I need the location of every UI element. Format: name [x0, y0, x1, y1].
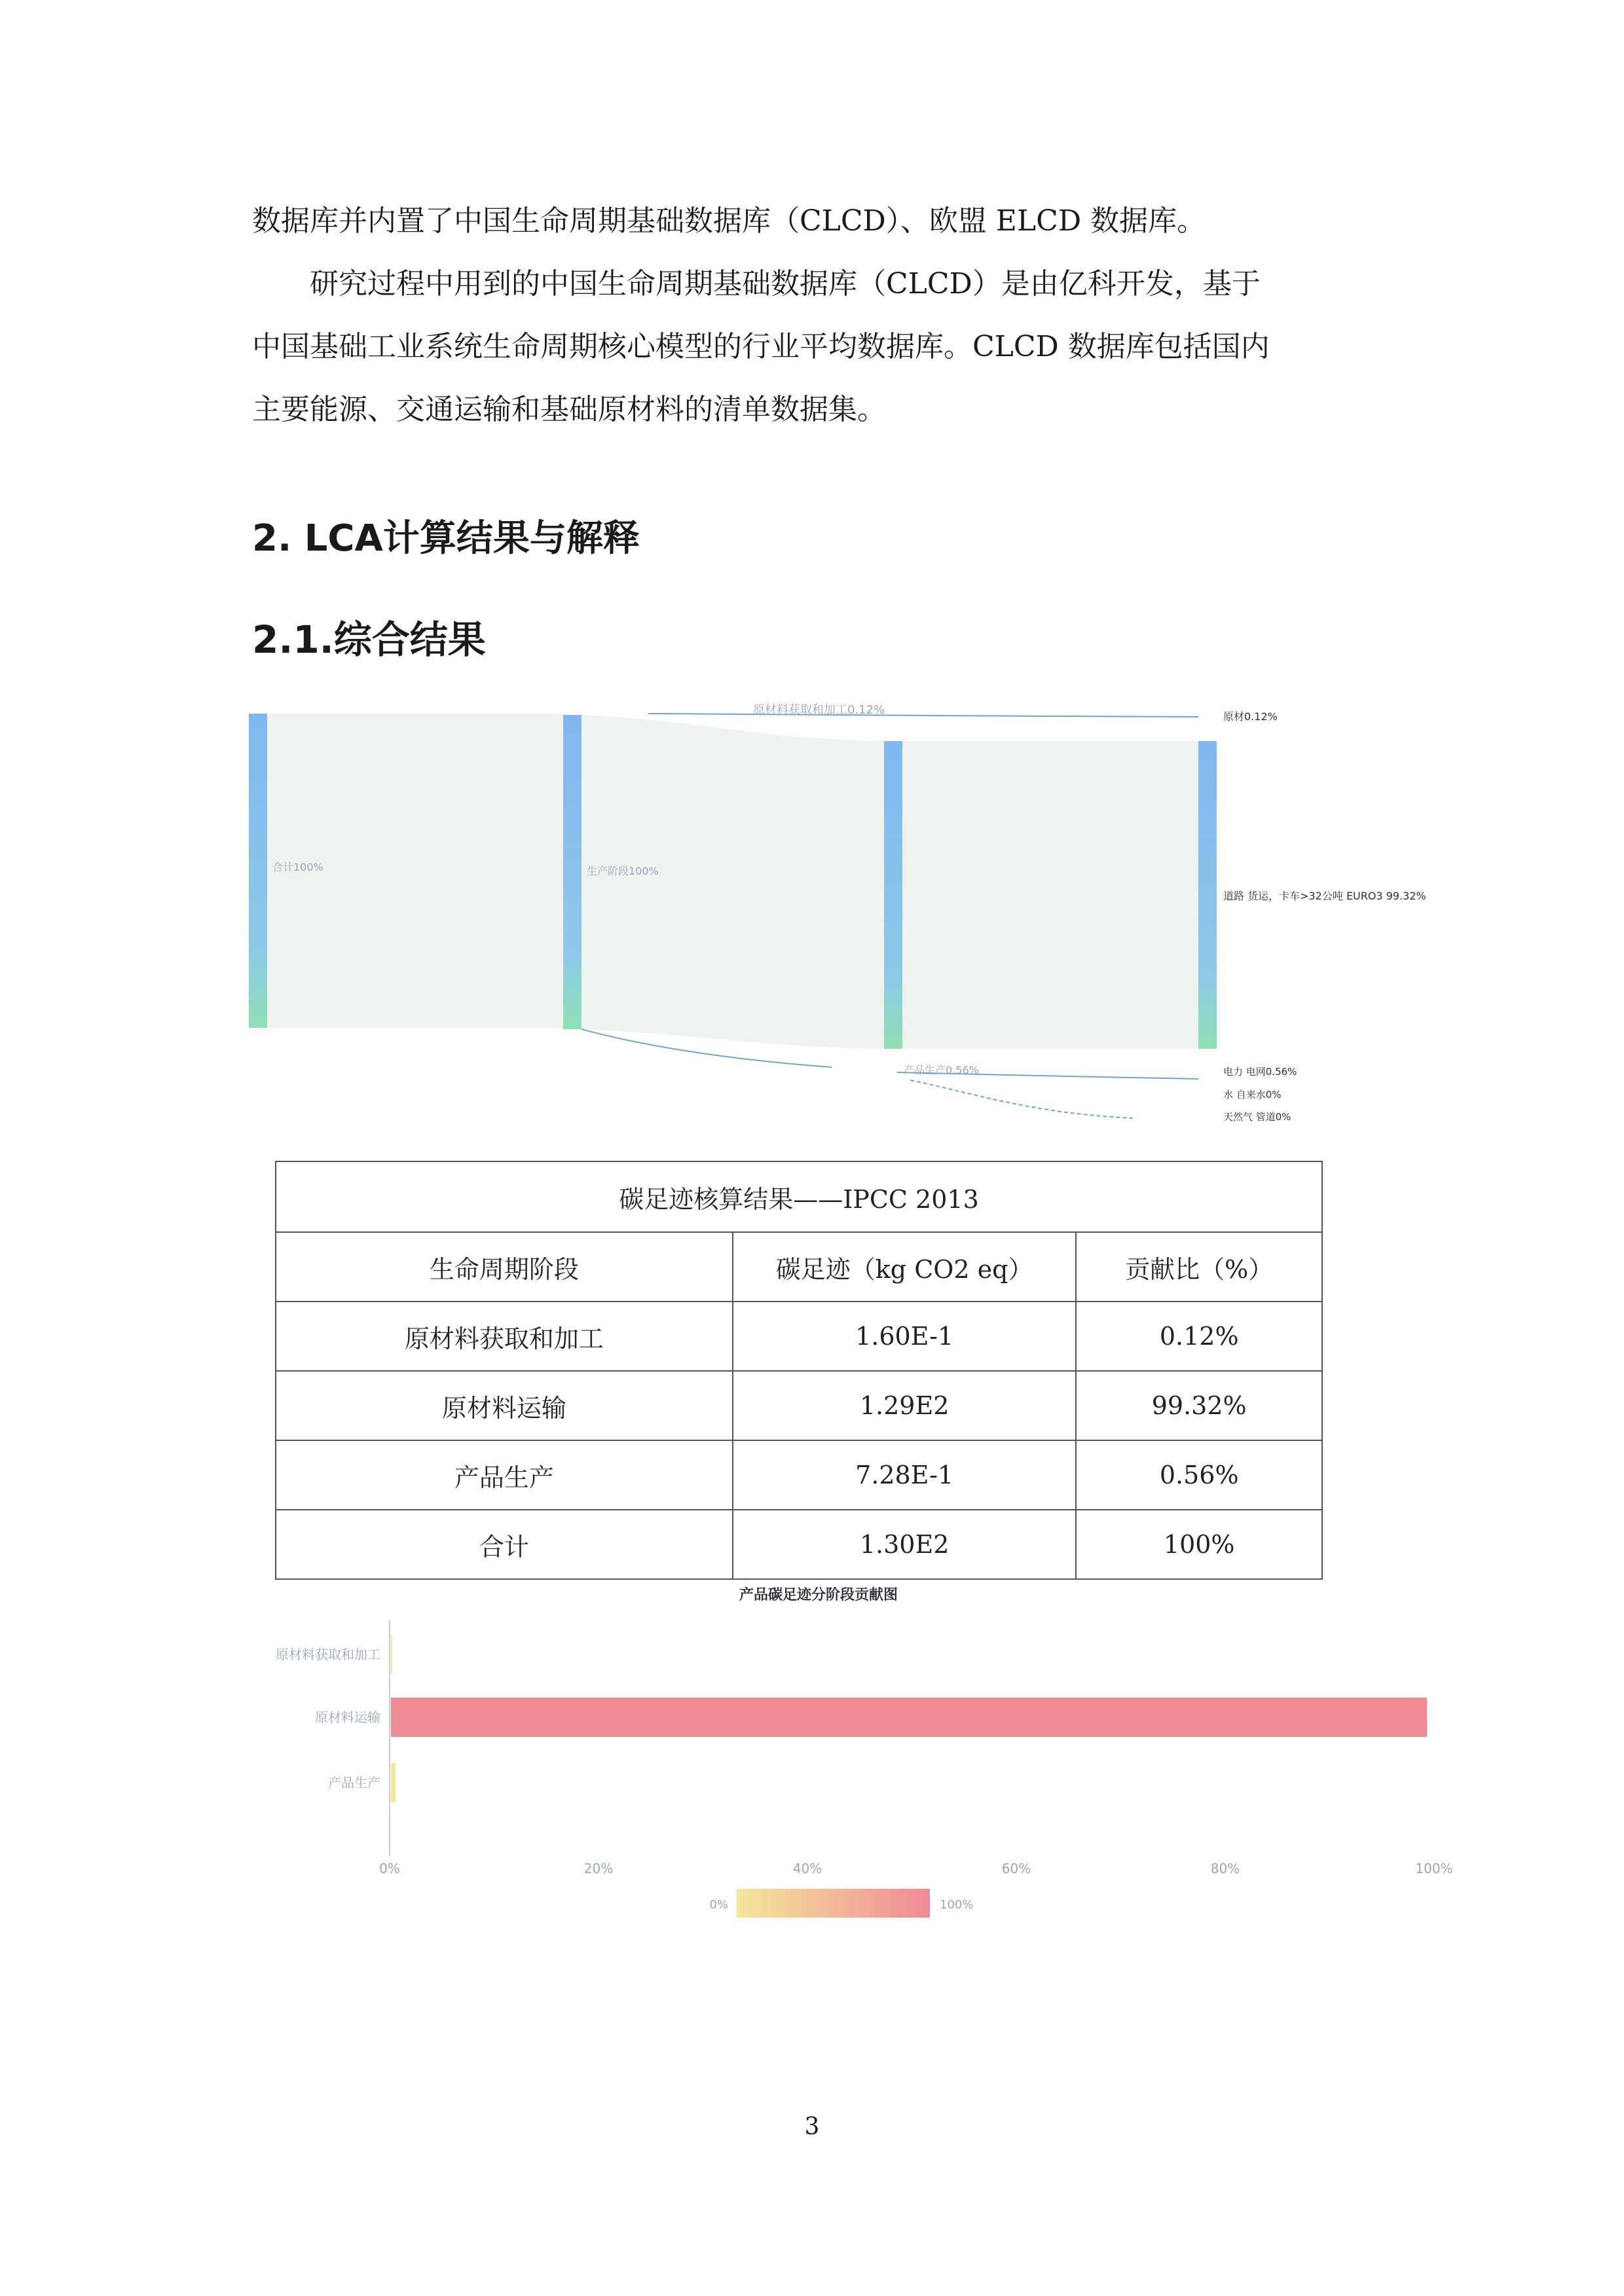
- table-cell: 产品生产: [276, 1440, 733, 1510]
- sankey-flow-raw-material-thin: [648, 714, 1198, 717]
- sankey-label-water: 水 自来水0%: [1223, 1089, 1282, 1101]
- chart-category-label: 原材料运输: [315, 1709, 380, 1725]
- text-line: 数据库并内置了中国生命周期基础数据库（CLCD）、欧盟 ELCD 数据库。: [252, 204, 1206, 238]
- table-cell: 1.29E2: [733, 1371, 1077, 1440]
- sankey-flow-transport-to-truck: [902, 741, 1198, 1049]
- table-row: [276, 1440, 1322, 1510]
- table-cell: 7.28E-1: [733, 1440, 1077, 1510]
- table-cell: 1.30E2: [733, 1510, 1077, 1579]
- table-cell: 0.56%: [1076, 1440, 1322, 1510]
- chart-x-tick-label: 0%: [379, 1861, 400, 1876]
- table-row-total: [276, 1510, 1322, 1579]
- stage-contribution-bar-chart: [229, 1575, 1473, 1948]
- sankey-flow-gas-thin: [910, 1080, 1133, 1118]
- sankey-label-raw-material-acquisition: 原材料获取和加工0.12%: [753, 703, 885, 717]
- table-header-row: [276, 1232, 1322, 1302]
- sankey-label-electricity: 电力 电网0.56%: [1223, 1066, 1297, 1078]
- sankey-label-truck: 道路 货运，卡车>32公吨 EURO3 99.32%: [1223, 890, 1426, 902]
- chart-category-label: 产品生产: [328, 1775, 380, 1791]
- table-cell: 1.60E-1: [733, 1302, 1077, 1371]
- colorscale-legend-bar: [737, 1889, 930, 1918]
- sankey-label-total: 合计100%: [272, 861, 323, 873]
- sankey-label-raw-material: 原材0.12%: [1223, 710, 1278, 723]
- chart-x-tick-label: 40%: [792, 1861, 822, 1876]
- table-cell: 100%: [1076, 1510, 1322, 1579]
- table-caption: 碳足迹核算结果——IPCC 2013: [276, 1161, 1322, 1232]
- sankey-node-truck: [1198, 741, 1217, 1049]
- sankey-node-total: [249, 714, 267, 1028]
- chart-x-tick-label: 100%: [1415, 1861, 1453, 1876]
- sankey-node-transport: [884, 741, 902, 1049]
- table-cell: 原材料运输: [276, 1371, 733, 1440]
- paragraph-clcd-description: [252, 253, 1378, 441]
- chart-bar: [391, 1763, 396, 1802]
- table-header-share: 贡献比（%）: [1076, 1232, 1322, 1302]
- text-line: 中国基础工业系统生命周期核心模型的行业平均数据库。CLCD 数据库包括国内: [252, 330, 1270, 363]
- chart-bar: [391, 1635, 392, 1674]
- sankey-node-production-stage: [563, 715, 581, 1029]
- table-header-stage: 生命周期阶段: [276, 1232, 733, 1302]
- colorscale-max-label: 100%: [940, 1898, 974, 1912]
- text-line: 研究过程中用到的中国生命周期基础数据库（CLCD）是由亿科开发，基于: [310, 267, 1261, 301]
- table-cell: 99.32%: [1076, 1371, 1322, 1440]
- subsection-heading-overall-results: 2.1.综合结果: [252, 617, 486, 662]
- chart-category-label: 原材料获取和加工: [276, 1647, 380, 1662]
- chart-x-tick-label: 20%: [583, 1861, 614, 1876]
- sankey-diagram: [242, 694, 1506, 1139]
- table-cell: 合计: [276, 1510, 733, 1579]
- table-row: [276, 1302, 1322, 1371]
- sankey-flow-production-to-transport: [581, 715, 884, 1049]
- chart-title: 产品碳足迹分阶段贡献图: [739, 1587, 898, 1603]
- text-line: 主要能源、交通运输和基础原材料的清单数据集。: [252, 393, 886, 426]
- carbon-footprint-table: [275, 1161, 1323, 1580]
- chart-x-tick-label: 80%: [1210, 1861, 1240, 1876]
- paragraph-database-intro: [252, 190, 1378, 253]
- chart-bar: [391, 1698, 1427, 1737]
- table-header-footprint: 碳足迹（kg CO2 eq）: [733, 1232, 1077, 1302]
- sankey-label-product-production: 产品生产0.56%: [904, 1064, 979, 1076]
- sankey-label-production-stage: 生产阶段100%: [587, 865, 659, 877]
- chart-x-tick-label: 60%: [1001, 1861, 1031, 1876]
- table-cell: 0.12%: [1076, 1302, 1322, 1371]
- page-number: 3: [804, 2113, 820, 2140]
- colorscale-min-label: 0%: [709, 1898, 728, 1912]
- table-cell: 原材料获取和加工: [276, 1302, 733, 1371]
- sankey-label-gas: 天然气 管道0%: [1223, 1111, 1291, 1123]
- table-row: [276, 1371, 1322, 1440]
- section-heading-lca-results: 2. LCA计算结果与解释: [252, 517, 640, 560]
